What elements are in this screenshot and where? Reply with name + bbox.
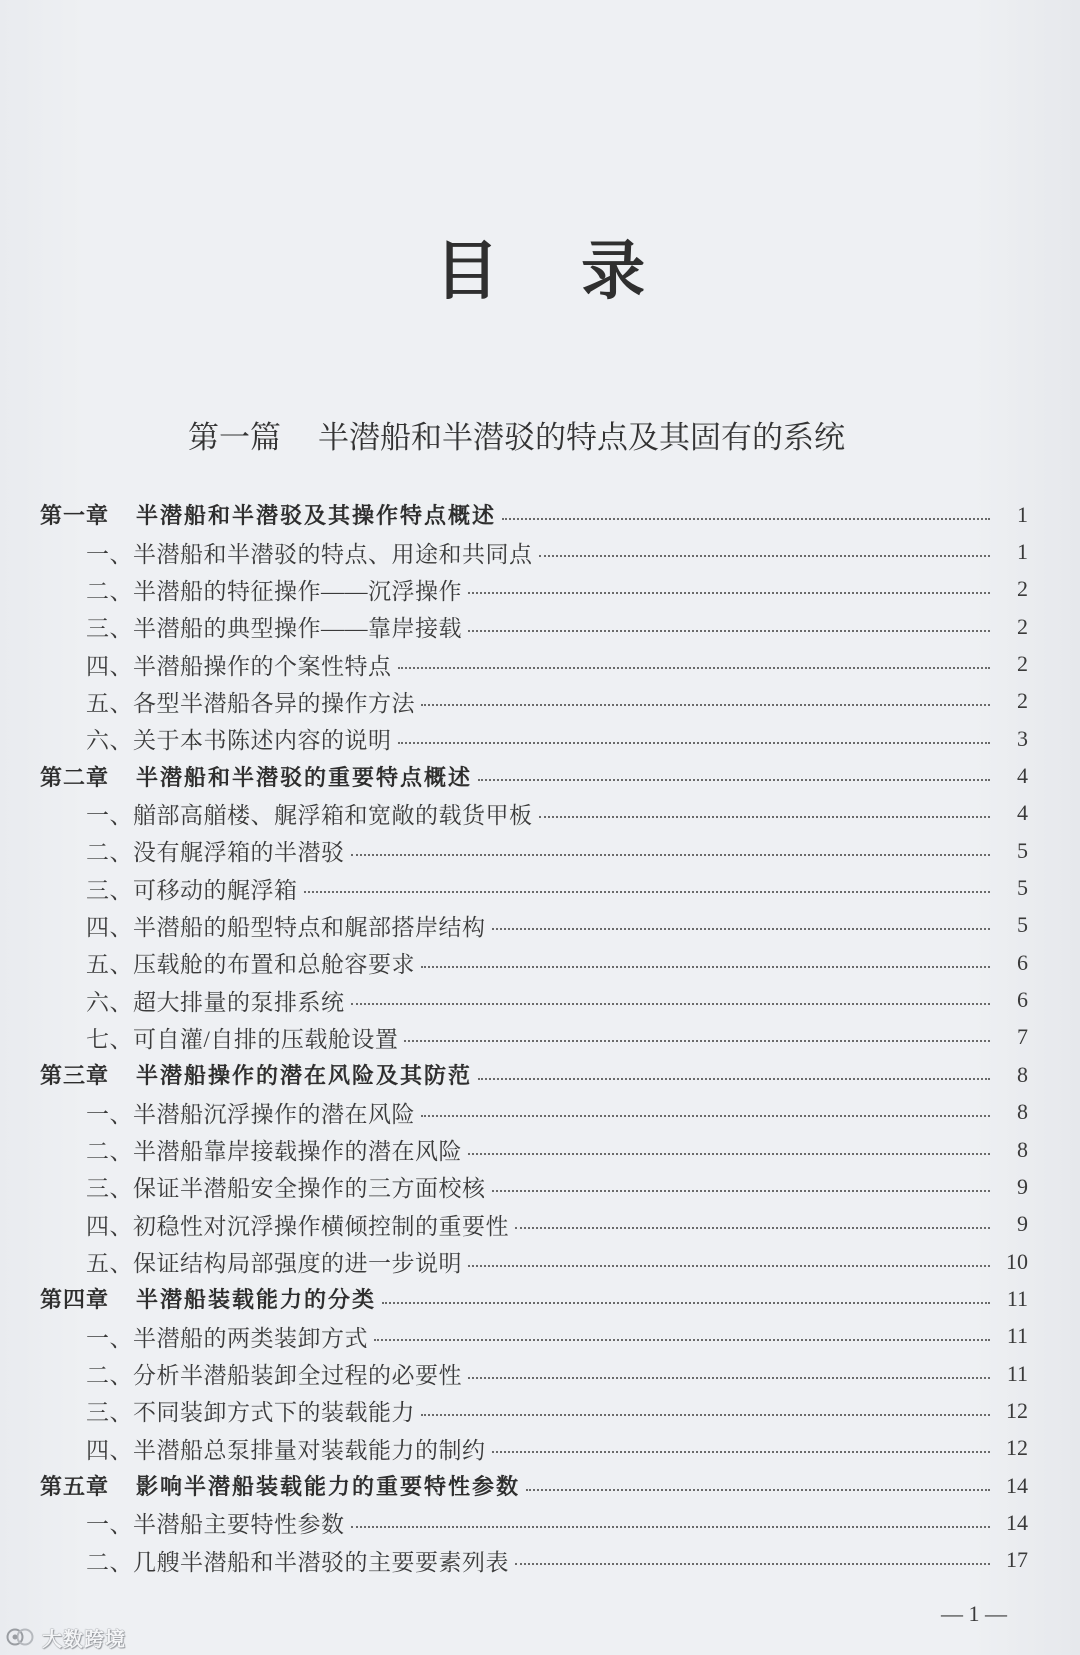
watermark-text: 大数跨境 <box>42 1626 126 1651</box>
dot-leader <box>515 1227 990 1229</box>
toc-section-row <box>0 720 1080 757</box>
section-title: 六、关于本书陈述内容的说明 <box>86 728 392 754</box>
dot-leader <box>351 1526 991 1528</box>
toc-section-row <box>0 1206 1080 1243</box>
section-title: 六、超大排量的泵排系统 <box>86 989 345 1015</box>
dot-leader <box>478 1078 990 1080</box>
section-title: 二、半潜船的特征操作——沉浮操作 <box>86 578 462 604</box>
page-number: 8 <box>1017 1099 1028 1125</box>
toc-section-row <box>0 832 1080 869</box>
watermark <box>6 1624 126 1650</box>
page-number: 2 <box>1017 576 1028 602</box>
section-title: 一、半潜船主要特性参数 <box>86 1512 345 1538</box>
section-title: 二、几艘半潜船和半潜驳的主要要素列表 <box>86 1549 509 1575</box>
page-number: 4 <box>1017 800 1028 826</box>
toc-section-row <box>0 571 1080 608</box>
toc-section-row <box>0 907 1080 944</box>
dot-leader <box>468 1265 990 1267</box>
section-title: 四、半潜船总泵排量对装载能力的制约 <box>86 1437 486 1463</box>
footer-page-number: — 1 — <box>941 1601 1007 1626</box>
toc-section-row <box>0 1019 1080 1056</box>
page-number: 8 <box>1017 1061 1028 1087</box>
toc-section-row <box>0 1430 1080 1467</box>
dot-leader <box>526 1489 990 1491</box>
page-number: 11 <box>1006 1360 1028 1386</box>
toc-section-row <box>0 1318 1080 1355</box>
toc-section-row <box>0 645 1080 682</box>
page-number: 9 <box>1017 1173 1028 1199</box>
toc-chapter-row <box>0 1280 1080 1317</box>
toc-section-row <box>0 533 1080 570</box>
dot-leader <box>382 1302 990 1304</box>
dot-leader <box>539 555 991 557</box>
section-title: 三、可移动的艉浮箱 <box>86 877 298 903</box>
section-title: 一、半潜船的两类装卸方式 <box>86 1325 368 1351</box>
toc-section-row <box>0 1094 1080 1131</box>
dot-leader <box>502 518 990 520</box>
page-number: 12 <box>1006 1435 1028 1461</box>
section-title: 三、保证半潜船安全操作的三方面校核 <box>86 1176 486 1202</box>
toc-section-row <box>0 1504 1080 1541</box>
toc-section-row <box>0 1355 1080 1392</box>
section-title: 二、没有艉浮箱的半潜驳 <box>86 840 345 866</box>
toc-section-row <box>0 683 1080 720</box>
toc-section-row <box>0 795 1080 832</box>
dot-leader <box>515 1563 990 1565</box>
page-number: 7 <box>1017 1024 1028 1050</box>
toc-section-row <box>0 944 1080 981</box>
page-number: 12 <box>1006 1397 1028 1423</box>
section-title: 四、半潜船操作的个案性特点 <box>86 653 392 679</box>
dot-leader <box>304 891 991 893</box>
chapter-title: 半潜船操作的潜在风险及其防范 <box>136 1064 473 1090</box>
section-title: 三、半潜船的典型操作——靠岸接载 <box>86 616 462 642</box>
toc-section-row <box>0 608 1080 645</box>
toc-chapter-row <box>0 757 1080 794</box>
toc-chapter-row <box>0 496 1080 533</box>
page-number: 5 <box>1017 837 1028 863</box>
chapter-number: 第五章 <box>40 1475 110 1501</box>
page-number: 1 <box>1017 539 1028 565</box>
table-of-contents <box>0 496 1080 1579</box>
dot-leader <box>374 1339 990 1341</box>
chapter-number: 第三章 <box>40 1064 110 1090</box>
section-title: 四、初稳性对沉浮操作横倾控制的重要性 <box>86 1213 509 1239</box>
toc-chapter-row <box>0 1467 1080 1504</box>
page-number: 2 <box>1017 613 1028 639</box>
chapter-number: 第二章 <box>40 765 110 791</box>
toc-section-row <box>0 869 1080 906</box>
toc-section-row <box>0 1392 1080 1429</box>
toc-section-row <box>0 1168 1080 1205</box>
toc-section-row <box>0 981 1080 1018</box>
dot-leader <box>398 667 991 669</box>
section-title: 七、可自灌/自排的压载舱设置 <box>86 1026 399 1052</box>
page-number: 17 <box>1006 1547 1028 1573</box>
page-number: 11 <box>1006 1285 1028 1311</box>
section-title: 五、保证结构局部强度的进一步说明 <box>86 1251 462 1277</box>
page-number: 3 <box>1017 725 1028 751</box>
section-title: 五、各型半潜船各异的操作方法 <box>86 690 415 716</box>
chapter-number: 第四章 <box>40 1288 110 1314</box>
section-title: 四、半潜船的船型特点和艉部搭岸结构 <box>86 914 486 940</box>
dot-leader <box>398 742 991 744</box>
dot-leader <box>468 592 990 594</box>
part-title: 半潜船和半潜驳的特点及其固有的系统 <box>318 420 845 456</box>
watermark-logo-icon <box>6 1626 36 1648</box>
dot-leader <box>421 1115 990 1117</box>
toc-section-row <box>0 1131 1080 1168</box>
dot-leader <box>478 779 990 781</box>
dot-leader <box>468 1153 990 1155</box>
toc-chapter-row <box>0 1056 1080 1093</box>
page-number: 2 <box>1017 651 1028 677</box>
dot-leader <box>539 816 991 818</box>
section-title: 二、分析半潜船装卸全过程的必要性 <box>86 1363 462 1389</box>
part-heading <box>188 418 845 458</box>
dot-leader <box>468 630 990 632</box>
part-number: 第一篇 <box>188 420 281 456</box>
chapter-title: 半潜船和半潜驳及其操作特点概述 <box>136 504 497 530</box>
chapter-title: 影响半潜船装载能力的重要特性参数 <box>136 1475 521 1501</box>
toc-section-row <box>0 1243 1080 1280</box>
page-number: 8 <box>1017 1136 1028 1162</box>
chapter-title: 半潜船和半潜驳的重要特点概述 <box>136 765 473 791</box>
page-number: 5 <box>1017 912 1028 938</box>
page-number: 14 <box>1006 1472 1028 1498</box>
section-title: 三、不同装卸方式下的装载能力 <box>86 1400 415 1426</box>
dot-leader <box>492 928 991 930</box>
page-title: 目 录 <box>434 235 676 309</box>
dot-leader <box>351 1003 991 1005</box>
page-number: 11 <box>1006 1323 1028 1349</box>
page-number: 1 <box>1017 501 1028 527</box>
section-title: 一、半潜船沉浮操作的潜在风险 <box>86 1101 415 1127</box>
dot-leader <box>421 1414 990 1416</box>
page-number: 6 <box>1017 987 1028 1013</box>
page-number: 2 <box>1017 688 1028 714</box>
page-number: 5 <box>1017 875 1028 901</box>
dot-leader <box>492 1451 991 1453</box>
toc-section-row <box>0 1542 1080 1579</box>
page-number: 10 <box>1006 1248 1028 1274</box>
dot-leader <box>468 1377 990 1379</box>
page-number: 9 <box>1017 1211 1028 1237</box>
section-title: 五、压载舱的布置和总舱容要求 <box>86 952 415 978</box>
section-title: 一、半潜船和半潜驳的特点、用途和共同点 <box>86 541 533 567</box>
dot-leader <box>421 966 990 968</box>
page-number: 6 <box>1017 949 1028 975</box>
chapter-title: 半潜船装载能力的分类 <box>136 1288 377 1314</box>
dot-leader <box>351 854 991 856</box>
chapter-number: 第一章 <box>40 504 110 530</box>
dot-leader <box>404 1040 990 1042</box>
section-title: 一、艏部高艏楼、艉浮箱和宽敞的载货甲板 <box>86 802 533 828</box>
page-number: 14 <box>1006 1509 1028 1535</box>
dot-leader <box>492 1190 991 1192</box>
section-title: 二、半潜船靠岸接载操作的潜在风险 <box>86 1139 462 1165</box>
dot-leader <box>421 704 990 706</box>
page-number: 4 <box>1017 763 1028 789</box>
